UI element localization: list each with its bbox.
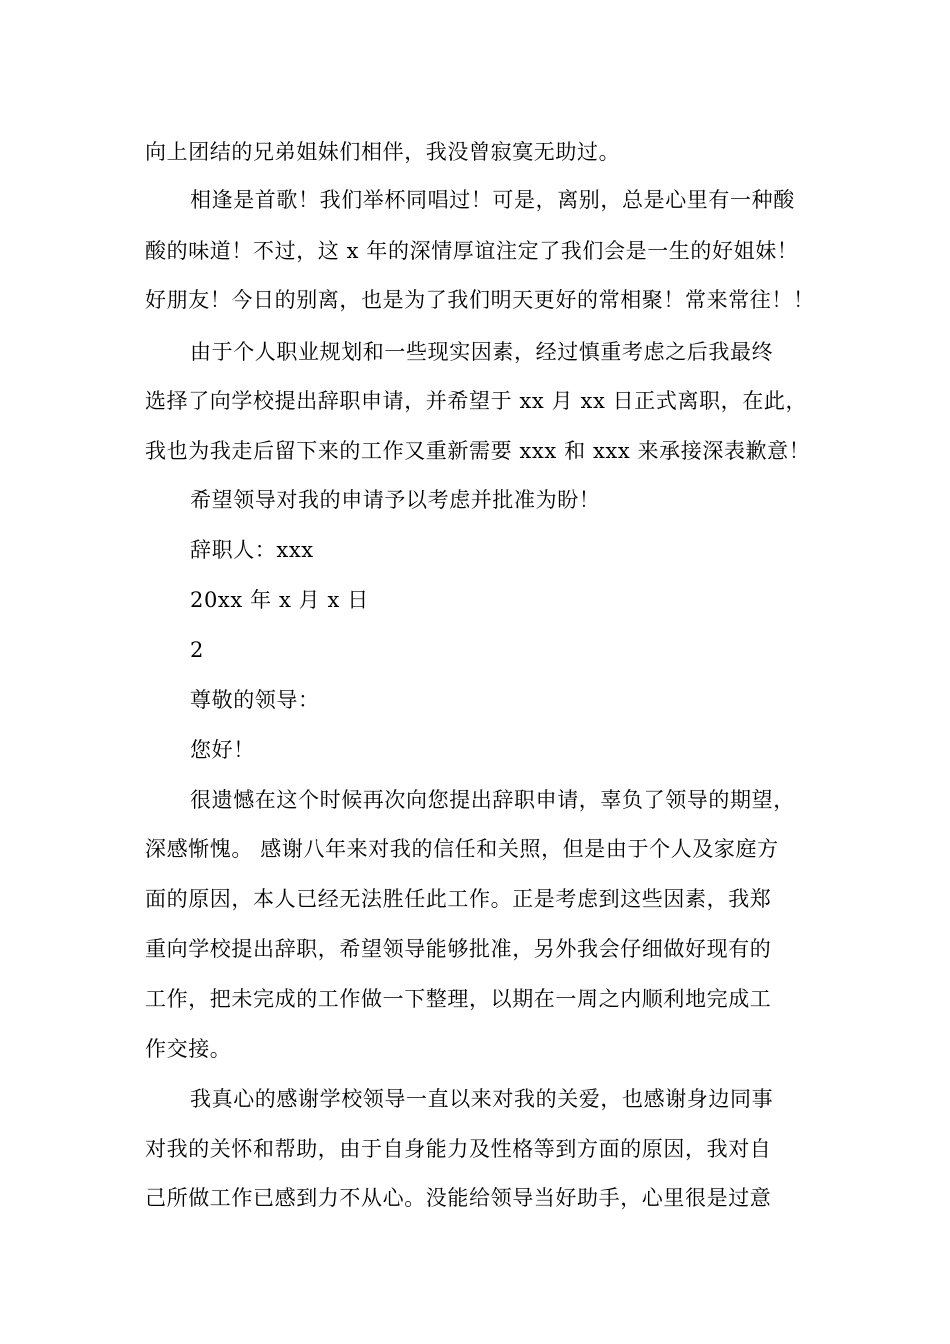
text-line: 选择了向学校提出辞职申请，并希望于 xx 月 xx 日正式离职，在此，	[145, 389, 808, 413]
greeting: 您好！	[190, 738, 255, 762]
text-line: 向上团结的兄弟姐妹们相伴，我没曾寂寞无助过。	[145, 140, 621, 164]
text-line: 酸的味道！不过，这 x 年的深情厚谊注定了我们会是一生的好姐妹！	[145, 239, 799, 263]
text-line: 己所做工作已感到力不从心。没能给领导当好助手，心里很是过意	[145, 1186, 772, 1210]
text-line: 很遗憾在这个时候再次向您提出辞职申请，辜负了领导的期望，	[190, 788, 795, 812]
text-line: 我也为我走后留下来的工作又重新需要 xxx 和 xxx 来承接深表歉意！	[145, 439, 811, 463]
text-line: 由于个人职业规划和一些现实因素，经过慎重考虑之后我最终	[190, 340, 774, 364]
text-line: 作交接。	[145, 1037, 232, 1061]
text-line: 面的原因，本人已经无法胜任此工作。正是考虑到这些因素，我郑	[145, 887, 772, 911]
text-line: 对我的关怀和帮助，由于自身能力及性格等到方面的原因，我对自	[145, 1137, 772, 1161]
text-line: 相逢是首歌！我们举杯同唱过！可是，离别，总是心里有一种酸	[190, 188, 795, 212]
section-number: 2	[190, 638, 204, 662]
text-line: 好朋友！今日的别离，也是为了我们明天更好的常相聚！常来常往！！	[145, 288, 815, 312]
text-line: 工作，把未完成的工作做一下整理，以期在一周之内顺利地完成工	[145, 987, 772, 1011]
text-line: 深感惭愧。 感谢八年来对我的信任和关照，但是由于个人及家庭方	[145, 837, 779, 861]
salutation: 尊敬的领导：	[190, 688, 320, 712]
text-line: 重向学校提出辞职，希望领导能够批准，另外我会仔细做好现有的	[145, 937, 772, 961]
text-line: 希望领导对我的申请予以考虑并批准为盼！	[190, 488, 601, 512]
text-line: 我真心的感谢学校领导一直以来对我的关爱，也感谢身边同事	[190, 1087, 774, 1111]
signature-line: 辞职人：xxx	[190, 538, 314, 562]
date-line: 20xx 年 x 月 x 日	[190, 588, 369, 612]
